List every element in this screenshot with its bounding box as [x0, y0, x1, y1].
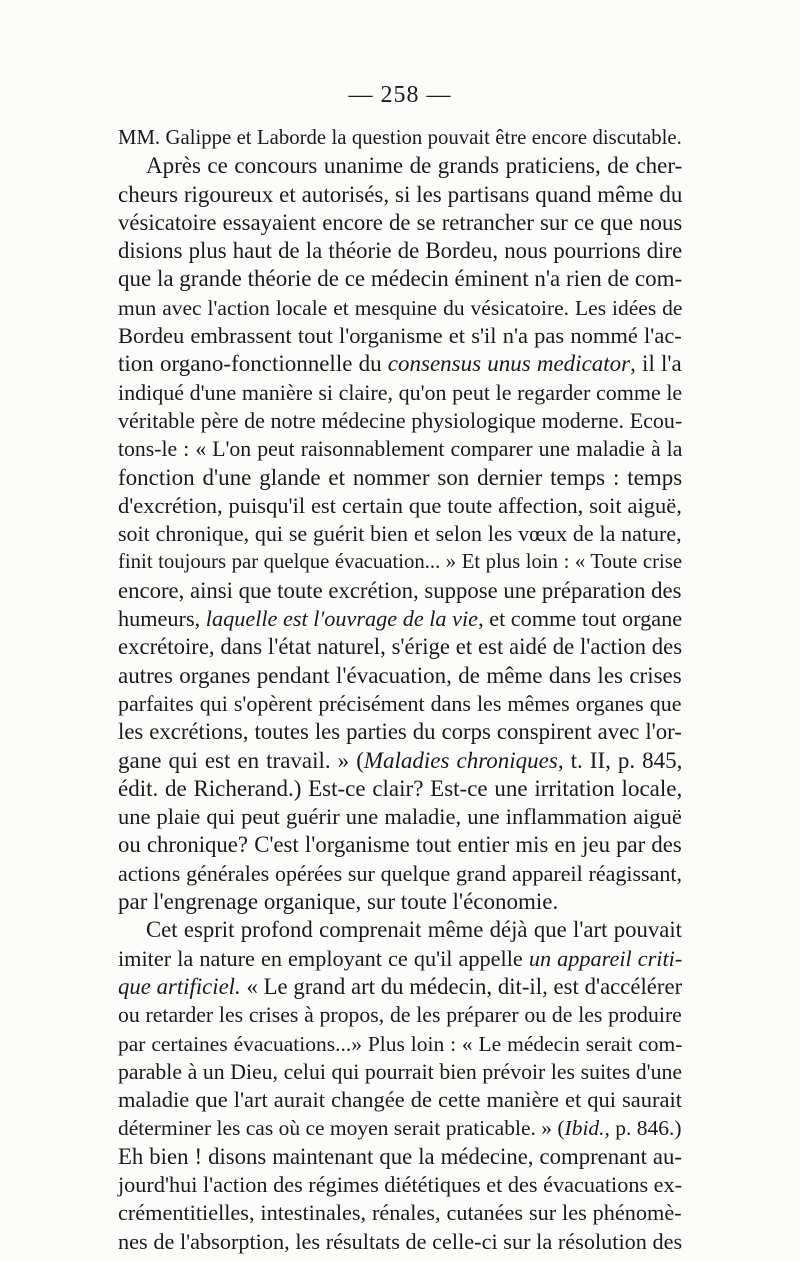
text-line: [118, 1058, 682, 1086]
text-segment: parfaites qui s'opèrent précisément dans les mêmes organes que: [118, 690, 682, 716]
text-line: [118, 520, 682, 548]
text-segment: déterminer les cas où ce moyen serait praticable. » (: [118, 1116, 565, 1141]
text-line: [118, 662, 682, 690]
text-segment: d'excrétion, puisqu'il est certain que toute affection, soit aiguë,: [118, 492, 682, 518]
text-line: [118, 718, 682, 746]
text-line: [118, 294, 682, 322]
text-line: [118, 1086, 682, 1114]
text-line: [118, 265, 682, 293]
body-text: [118, 124, 682, 1256]
text-segment: nes de l'absorption, les résultats de celle-ci sur la résolution des: [118, 1228, 683, 1254]
text-line: [118, 888, 682, 916]
text-segment: que la grande théorie de ce médecin éminent n'a rien de com-: [118, 266, 683, 292]
text-line: [118, 577, 682, 605]
text-segment: tion organo-fonctionnelle du: [118, 351, 388, 377]
text-segment: jourd'hui l'action des régimes diététiques et des évacuations ex-: [118, 1171, 683, 1197]
text-segment: ou chronique? C'est l'organisme tout entier mis en jeu par des: [118, 832, 682, 858]
text-line: [118, 1114, 682, 1142]
text-segment: Cet esprit profond comprenait même déjà que l'art pouvait: [146, 917, 682, 943]
text-line: [118, 973, 682, 1001]
text-segment: parable à un Dieu, celui qui pourrait bien prévoir les suites d'une: [118, 1059, 682, 1084]
text-line: [118, 124, 682, 152]
italic-text: que artificiel.: [118, 973, 241, 999]
text-segment: indiqué d'une manière si claire, qu'on peut le regarder comme le: [118, 379, 683, 405]
text-line: [118, 152, 682, 180]
text-line: [118, 831, 682, 859]
text-segment: « Le grand art du médecin, dit-il, est d'accélérer: [240, 973, 683, 999]
text-segment: , t. II, p. 845,: [557, 747, 683, 773]
text-segment: gane qui est en travail. » (: [118, 747, 364, 773]
text-segment: fonction d'une glande et nommer son dernier temps : temps: [118, 464, 683, 490]
text-line: [118, 209, 682, 237]
text-line: [118, 945, 682, 973]
text-segment: une plaie qui peut guérir une maladie, une inflammation aiguë: [118, 804, 682, 830]
text-segment: par certaines évacuations...» Plus loin : « Le médecin serait com-: [118, 1031, 683, 1056]
text-segment: autres organes pendant l'évacuation, de même dans les crises: [118, 662, 682, 688]
page-number: — 258 —: [348, 82, 452, 108]
text-line: [118, 237, 682, 265]
text-segment: , et comme tout organe: [478, 606, 683, 632]
text-segment: véritable père de notre médecine physiologique moderne. Ecou-: [118, 407, 683, 433]
italic-text: Ibid.: [564, 1116, 605, 1141]
text-line: [118, 916, 682, 944]
text-line: [118, 1001, 682, 1029]
text-segment: MM. Galippe et Laborde la question pouvait être encore discutable.: [118, 127, 682, 149]
text-line: [118, 350, 682, 378]
text-segment: , p. 846.): [604, 1116, 682, 1141]
text-segment: Eh bien ! disons maintenant que la médecine, comprenant au-: [118, 1143, 682, 1169]
text-line: [118, 435, 682, 463]
text-line: [118, 605, 682, 633]
text-segment: les excrétions, toutes les parties du corps conspirent avec l'or-: [118, 719, 682, 745]
text-line: [118, 803, 682, 831]
text-line: [118, 492, 682, 520]
text-segment: Après ce concours unanime de grands praticiens, de cher-: [146, 153, 683, 179]
italic-text: Maladies chroniques: [363, 747, 558, 773]
text-segment: crémentitielles, intestinales, rénales, cutanées sur les phénomè-: [118, 1200, 682, 1226]
text-segment: par l'engrenage organique, sur toute l'économie.: [118, 889, 559, 915]
text-line: [118, 181, 682, 209]
text-segment: soit chronique, qui se guérit bien et selon les vœux de la nature,: [118, 521, 682, 547]
text-segment: maladie que l'art aurait changée de cette manière et qui saurait: [118, 1087, 683, 1113]
italic-text: laquelle est l'ouvrage de la vie: [205, 606, 479, 632]
text-line: [118, 1228, 682, 1256]
text-line: [118, 548, 682, 576]
text-segment: vésicatoire essayaient encore de se retrancher sur ce que nous: [118, 209, 683, 235]
text-segment: disions plus haut de la théorie de Bordeu, nous pourrions dire: [118, 238, 683, 264]
text-line: [118, 633, 682, 661]
text-line: [118, 1199, 682, 1227]
text-segment: encore, ainsi que toute excrétion, suppose une préparation des: [118, 577, 682, 603]
text-line: [118, 775, 682, 803]
text-line: [118, 1143, 682, 1171]
text-line: [118, 322, 682, 350]
text-segment: humeurs,: [118, 606, 206, 632]
text-line: [118, 464, 682, 492]
text-line: [118, 379, 682, 407]
text-segment: édit. de Richerand.) Est-ce clair? Est-ce une irritation locale,: [118, 775, 683, 801]
italic-text: un appareil criti-: [528, 945, 683, 971]
text-line: [118, 407, 682, 435]
text-segment: excrétoire, dans l'état naturel, s'érige et est aidé de l'action des: [118, 634, 683, 660]
text-segment: actions générales opérées sur quelque grand appareil réagissant,: [118, 860, 682, 886]
text-line: [118, 747, 682, 775]
text-segment: , il l'a: [630, 351, 682, 377]
text-line: [118, 1030, 682, 1058]
text-segment: imiter la nature en employant ce qu'il appelle: [118, 945, 529, 971]
text-line: [118, 690, 682, 718]
text-segment: ou retarder les crises à propos, de les préparer ou de les produire: [118, 1003, 682, 1028]
text-segment: mun avec l'action locale et mesquine du vésicatoire. Les idées de: [118, 295, 683, 320]
text-segment: finit toujours par quelque évacuation... » Et plus loin : « Toute crise: [118, 551, 683, 574]
text-segment: Bordeu embrassent tout l'organisme et s'il n'a pas nommé l'ac-: [118, 323, 682, 349]
text-line: [118, 1171, 682, 1199]
text-segment: cheurs rigoureux et autorisés, si les partisans quand même du: [118, 181, 683, 207]
italic-text: consensus unus medicator: [387, 351, 631, 377]
text-segment: tons-le : « L'on peut raisonnablement comparer une maladie à la: [118, 437, 683, 462]
text-line: [118, 860, 682, 888]
